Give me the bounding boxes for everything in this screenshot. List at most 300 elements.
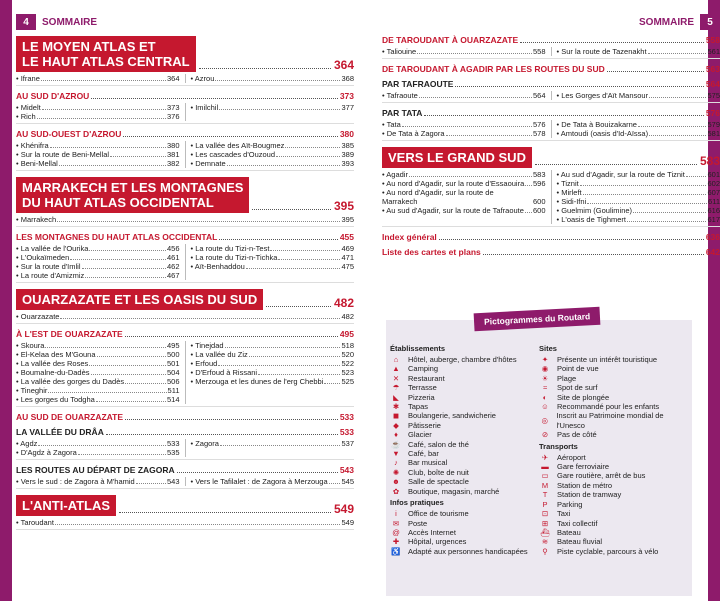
dot-leader	[278, 259, 340, 260]
pictogram-legend-title: Pictogrammes du Routard	[474, 307, 601, 332]
pictogram-item	[539, 547, 688, 556]
entry-page: 462	[166, 262, 180, 271]
entry-page: 600	[532, 206, 546, 215]
region-page-number: 395	[333, 199, 354, 213]
toc-entry[interactable]	[382, 206, 546, 215]
toc-entry[interactable]	[16, 477, 180, 486]
pictogram-column	[390, 342, 539, 556]
pictogram-icon: ⊘	[541, 430, 549, 440]
pictogram-icon: ✈	[541, 452, 549, 462]
entry-page: 601	[707, 170, 720, 179]
entry-name: • Merzouga et les dunes de l'erg Chebbi	[190, 377, 324, 386]
entry-page: 514	[166, 395, 180, 404]
pictogram-icon: ◐	[542, 392, 548, 402]
entry-name: • Au nord d'Agadir, sur la route de Marrakech	[382, 188, 494, 206]
toc-entry[interactable]	[16, 262, 180, 271]
entry-column	[16, 439, 180, 457]
entry-name: • Khénifra	[16, 141, 49, 150]
entry-page: 467	[166, 271, 180, 280]
pictogram-label: Camping	[408, 364, 439, 374]
toc-entry[interactable]	[382, 170, 546, 179]
section-page-number: 543	[339, 465, 354, 475]
pictogram-item	[539, 393, 688, 402]
pictogram-icon: ♦	[394, 430, 398, 440]
entry-name: • Taroudant	[16, 518, 54, 527]
toc-entry[interactable]	[191, 368, 355, 377]
pictogram-item	[390, 421, 539, 430]
pictogram-label: Hôtel, auberge, chambre d'hôtes	[408, 355, 517, 364]
entry-page: 380	[166, 141, 180, 150]
pictogram-icon: ✚	[392, 537, 400, 547]
entry-name: • Sur la route de Beni-Mellal	[16, 150, 110, 159]
toc-entry[interactable]	[16, 312, 354, 321]
section-heading[interactable]	[382, 35, 720, 45]
dot-leader	[59, 165, 166, 166]
dot-leader	[417, 53, 532, 54]
section-title: Index général	[382, 232, 437, 242]
pictogram-item	[539, 402, 688, 411]
dot-leader	[324, 383, 340, 384]
section-page-number: 576	[705, 108, 720, 118]
toc-entry[interactable]	[16, 518, 354, 527]
pictogram-icon: ☀	[541, 373, 549, 383]
toc-entry[interactable]	[557, 129, 720, 138]
toc-entry[interactable]	[16, 448, 180, 457]
pictogram-icon: ✺	[392, 467, 400, 477]
entry-name: • Agadir	[382, 170, 408, 179]
section-title: LA VALLÉE DU DRÂA	[16, 427, 104, 437]
entry-page: 518	[341, 341, 354, 350]
dot-leader	[227, 165, 341, 166]
pictogram-item	[390, 374, 539, 383]
dot-leader	[219, 239, 337, 240]
dot-leader	[220, 445, 341, 446]
section-heading[interactable]	[16, 91, 354, 101]
entry-name: • La route du Tizi-n-Tichka	[190, 253, 278, 262]
dot-leader	[249, 356, 341, 357]
toc-entry[interactable]	[191, 141, 355, 150]
page-header-title: SOMMAIRE	[639, 16, 694, 28]
entry-name: • Sidi-Ifni	[556, 197, 587, 206]
pictogram-label: Parking	[557, 499, 583, 509]
pictogram-item	[390, 364, 539, 373]
section-heading[interactable]	[16, 427, 354, 437]
section-heading[interactable]	[382, 108, 720, 118]
entry-column	[185, 74, 355, 83]
pictogram-item	[539, 411, 688, 430]
toc-entry[interactable]	[16, 215, 354, 224]
dot-leader	[125, 383, 166, 384]
toc-entry[interactable]	[382, 129, 546, 138]
entry-page: 578	[532, 129, 546, 138]
left-page-header	[16, 14, 354, 30]
entry-column	[16, 518, 354, 527]
entry-name: • Mirleft	[556, 188, 582, 197]
toc-entry[interactable]	[557, 188, 720, 197]
dot-leader	[219, 109, 340, 110]
entry-column	[16, 477, 180, 486]
pictogram-label: Inscrit au Patrimoine mondial de l'Unesco	[556, 411, 664, 430]
section-heading[interactable]	[16, 412, 354, 422]
pictogram-label: Taxi	[557, 509, 571, 519]
entry-page: 385	[341, 141, 354, 150]
pictogram-label: Tapas	[408, 402, 429, 412]
dot-leader	[45, 347, 166, 348]
entry-name: • Imilchil	[190, 103, 219, 112]
toc-entry[interactable]	[16, 439, 180, 448]
pictogram-label: Boutique, magasin, marché	[408, 486, 500, 496]
toc-entry[interactable]	[16, 150, 180, 159]
region-heading[interactable]	[16, 177, 354, 213]
toc-entry[interactable]	[191, 477, 355, 486]
toc-entry[interactable]	[16, 350, 180, 359]
region-heading[interactable]	[16, 495, 354, 516]
entry-column	[185, 477, 355, 486]
dot-leader	[85, 277, 166, 278]
pictogram-label: Site de plongée	[557, 392, 610, 402]
toc-entry[interactable]	[557, 197, 720, 206]
section-title: AU SUD D'AZROU	[16, 91, 90, 101]
section-title: AU SUD DE OUARZAZATE	[16, 412, 124, 422]
toc-entry[interactable]	[16, 253, 180, 262]
entry-page: 377	[341, 103, 354, 112]
toc-entry[interactable]	[16, 386, 180, 395]
entry-name: • La vallée des Aït-Bougmez	[190, 141, 285, 150]
toc-entry[interactable]	[16, 341, 180, 350]
dot-leader	[587, 203, 707, 204]
toc-entry[interactable]	[557, 120, 720, 129]
section-page-number: 455	[339, 232, 354, 242]
pictogram-label: Piste cyclable, parcours à vélo	[557, 546, 659, 556]
pictogram-icon: ▲	[392, 364, 400, 374]
pictogram-icon: ▬	[541, 462, 549, 472]
toc-entry[interactable]	[557, 179, 720, 188]
toc-entry[interactable]	[557, 170, 720, 179]
pictogram-label: Café, bar	[408, 449, 439, 459]
entry-page: 522	[341, 359, 354, 368]
entry-page: 533	[166, 439, 180, 448]
entry-page: 504	[166, 368, 180, 377]
entry-name: • Les Gorges d'Aït Mansour	[556, 91, 649, 100]
entry-name: • La vallée de l'Ourika	[16, 244, 89, 253]
toc-entry[interactable]	[16, 368, 180, 377]
pictogram-item	[539, 509, 688, 518]
entry-page: 543	[166, 477, 180, 486]
entry-name: • Sur la route d'Imlil	[16, 262, 81, 271]
toc-entry[interactable]	[382, 120, 546, 129]
entry-page: 545	[341, 477, 354, 486]
section-page-number: 636	[705, 232, 720, 242]
entry-name: • De Tata à Zagora	[382, 129, 445, 138]
pictogram-icon: i	[395, 509, 397, 519]
section-heading[interactable]	[382, 64, 720, 74]
dot-leader	[649, 135, 706, 136]
dot-leader	[106, 434, 338, 435]
pictogram-label: Adapté aux personnes handicapées	[408, 546, 528, 556]
entry-name: • Marrakech	[16, 215, 57, 224]
right-page-header	[382, 14, 720, 30]
section-page-number: 533	[339, 412, 354, 422]
entry-column	[16, 244, 180, 280]
toc-entry[interactable]	[16, 244, 180, 253]
toc-entry[interactable]	[557, 91, 720, 100]
dot-leader	[82, 268, 166, 269]
entry-page: 500	[166, 350, 180, 359]
section-title: DE TAROUDANT À AGADIR PAR LES ROUTES DU SUD	[382, 64, 605, 74]
toc-entry[interactable]	[16, 112, 180, 121]
entry-name: • Guelmim (Goulimine)	[556, 206, 633, 215]
pictogram-label: Présente un intérêt touristique	[557, 355, 658, 364]
dot-leader	[648, 53, 707, 54]
pictogram-label: Plage	[557, 373, 577, 383]
toc-entry[interactable]	[382, 91, 546, 100]
section-title: À L'EST DE OUARZAZATE	[16, 329, 123, 339]
dot-leader	[96, 401, 166, 402]
entry-name: • Rich	[16, 112, 36, 121]
toc-entry[interactable]	[16, 74, 180, 83]
entry-page: 602	[707, 179, 720, 188]
entry-page: 607	[707, 188, 720, 197]
section-title: LES MONTAGNES DU HAUT ATLAS OCCIDENTAL	[16, 232, 218, 242]
dot-leader	[199, 68, 331, 69]
entry-column	[382, 91, 546, 100]
entry-column	[16, 312, 354, 321]
dot-leader	[119, 512, 331, 513]
toc-entry[interactable]	[191, 103, 355, 112]
toc-entry[interactable]	[16, 395, 180, 404]
toc-entry[interactable]	[191, 74, 355, 83]
entry-column	[382, 170, 546, 224]
section-page-number: 563	[705, 64, 720, 74]
entry-name: • Skoura	[16, 341, 45, 350]
toc-entry[interactable]	[557, 47, 720, 56]
pictogram-label: Point de vue	[557, 364, 599, 374]
pictogram-item	[390, 547, 539, 556]
section-page-number: 380	[339, 129, 354, 139]
pictogram-item	[390, 487, 539, 496]
pictogram-icon: ☕	[391, 439, 401, 449]
pictogram-icon: ≋	[541, 537, 549, 547]
dot-leader	[89, 365, 166, 366]
region-title: VERS LE GRAND SUD	[382, 147, 532, 168]
region-heading[interactable]	[16, 289, 354, 310]
toc-entry[interactable]	[16, 271, 180, 280]
page-number: 5	[700, 14, 720, 30]
toc-entry[interactable]	[382, 188, 546, 206]
pictogram-label: Spot de surf	[557, 383, 598, 393]
section-heading[interactable]	[382, 232, 720, 242]
section-page-number: 642	[705, 247, 720, 257]
entry-name: • Amtoudi (oasis d'Id-Aïssa)	[556, 129, 649, 138]
dot-leader	[285, 147, 340, 148]
entry-column	[16, 215, 354, 224]
entry-name: • Au sud d'Agadir, sur la route de Tafraoute	[382, 206, 524, 215]
section-page-number: 533	[339, 427, 354, 437]
pictogram-icon: ⌂	[393, 355, 399, 364]
dot-leader	[520, 42, 704, 43]
dot-leader	[50, 147, 166, 148]
page-header-title: SOMMAIRE	[42, 16, 97, 28]
entry-page: 581	[707, 129, 720, 138]
toc-entry[interactable]	[191, 244, 355, 253]
entry-column	[16, 341, 180, 404]
dot-leader	[42, 109, 166, 110]
entry-page: 617	[707, 215, 720, 224]
entry-list	[16, 74, 354, 86]
pictogram-item	[539, 453, 688, 462]
dot-leader	[225, 347, 341, 348]
toc-entry[interactable]	[382, 47, 546, 56]
pictogram-icon: ☻	[392, 477, 400, 487]
toc-entry[interactable]	[191, 253, 355, 262]
entry-page: 395	[341, 215, 354, 224]
toc-entry[interactable]	[16, 159, 180, 168]
entry-list	[16, 518, 354, 530]
region-title: MARRAKECH ET LES MONTAGNES DU HAUT ATLAS OCCIDENTAL	[16, 177, 249, 213]
entry-name: • Agdz	[16, 439, 38, 448]
pictogram-label: Bateau fluvial	[557, 537, 603, 547]
pictogram-icon: ⊡	[541, 509, 549, 519]
dot-leader	[41, 80, 166, 81]
pictogram-item	[539, 430, 688, 439]
entry-page: 575	[707, 91, 720, 100]
entry-name: • La vallée des Roses	[16, 359, 89, 368]
entry-column	[185, 439, 355, 457]
pictogram-label: Pas de côté	[557, 430, 597, 440]
dot-leader	[483, 254, 704, 255]
dot-leader	[409, 176, 532, 177]
entry-page: 368	[341, 74, 354, 83]
dot-leader	[70, 259, 166, 260]
section-heading[interactable]	[16, 129, 354, 139]
pictogram-item	[390, 537, 539, 546]
region-page-number: 583	[699, 154, 720, 168]
dot-leader	[686, 176, 707, 177]
entry-page: 376	[166, 112, 180, 121]
dot-leader	[627, 221, 706, 222]
entry-name: • El-Kelaa des M'Gouna	[16, 350, 96, 359]
pictogram-icon: ▼	[392, 449, 400, 459]
pictogram-label: Café, salon de thé	[408, 439, 469, 449]
section-page-number: 495	[339, 329, 354, 339]
toc-entry[interactable]	[191, 262, 355, 271]
pictogram-item	[390, 477, 539, 486]
entry-name: • La vallée des gorges du Dadès	[16, 377, 125, 386]
toc-entry[interactable]	[191, 150, 355, 159]
pictogram-item	[390, 458, 539, 467]
entry-page: 373	[166, 103, 180, 112]
pictogram-icon: ✱	[392, 402, 400, 412]
pictogram-icon: T	[542, 490, 548, 500]
toc-entry[interactable]	[191, 439, 355, 448]
entry-page: 564	[532, 91, 546, 100]
dot-leader	[55, 524, 341, 525]
toc-entry[interactable]	[191, 350, 355, 359]
pictogram-icon: ◆	[393, 420, 399, 430]
entry-column	[551, 91, 720, 100]
entry-name: • Sur la route de Tazenakht	[556, 47, 647, 56]
entry-page: 616	[707, 206, 720, 215]
dot-leader	[37, 118, 166, 119]
section-heading[interactable]	[382, 79, 720, 89]
entry-name: • Tafraoute	[382, 91, 418, 100]
pictogram-label: Hôpital, urgences	[408, 537, 467, 547]
entry-column	[185, 103, 355, 121]
entry-name: • Beni-Mellal	[16, 159, 58, 168]
toc-entry[interactable]	[191, 341, 355, 350]
right-toc	[382, 35, 720, 257]
pictogram-item	[390, 430, 539, 439]
toc-entry[interactable]	[191, 359, 355, 368]
toc-entry[interactable]	[16, 103, 180, 112]
pictogram-icon: ◼	[392, 411, 400, 421]
pictogram-item	[539, 374, 688, 383]
dot-leader	[258, 374, 340, 375]
pictogram-item	[539, 462, 688, 471]
section-title: AU SUD-OUEST D'AZROU	[16, 129, 122, 139]
pictogram-item	[390, 440, 539, 449]
dot-leader	[419, 97, 532, 98]
pictogram-item	[390, 393, 539, 402]
region-title: L'ANTI-ATLAS	[16, 495, 116, 516]
pictogram-label: Aéroport	[557, 452, 586, 462]
toc-entry[interactable]	[191, 159, 355, 168]
section-heading[interactable]	[16, 232, 354, 242]
entry-name: • Au nord d'Agadir, sur la route d'Essaouira	[382, 179, 525, 188]
region-heading[interactable]	[382, 147, 720, 168]
entry-column	[16, 141, 180, 168]
section-heading[interactable]	[382, 247, 720, 257]
dot-leader	[649, 97, 706, 98]
toc-entry[interactable]	[382, 179, 546, 188]
entry-page: 583	[532, 170, 546, 179]
pictogram-category: Infos pratiques	[390, 498, 444, 508]
section-heading[interactable]	[16, 465, 354, 475]
pictogram-label: Gare routière, arrêt de bus	[557, 471, 646, 481]
dot-leader	[580, 185, 707, 186]
pictogram-item	[539, 528, 688, 537]
entry-page: 535	[166, 448, 180, 457]
dot-leader	[455, 86, 703, 87]
toc-entry[interactable]	[557, 206, 720, 215]
pictogram-icon: ☺	[541, 402, 549, 412]
toc-entry[interactable]	[191, 377, 355, 386]
section-heading[interactable]	[16, 329, 354, 339]
toc-entry[interactable]	[557, 215, 720, 224]
toc-entry[interactable]	[16, 377, 180, 386]
dot-leader	[446, 135, 532, 136]
dot-leader	[638, 126, 707, 127]
pictogram-item	[539, 490, 688, 499]
pictogram-icon: ⚲	[542, 546, 548, 556]
pictogram-label: Station de métro	[557, 480, 613, 490]
entry-list	[382, 120, 720, 141]
entry-name: • Les gorges du Todgha	[16, 395, 95, 404]
pictogram-icon: ✕	[392, 373, 400, 383]
entry-page: 520	[341, 350, 354, 359]
toc-entry[interactable]	[16, 141, 180, 150]
entry-name: • Midelt	[16, 103, 41, 112]
region-page-number: 549	[333, 502, 354, 516]
dot-leader	[38, 445, 166, 446]
dot-leader	[177, 472, 338, 473]
region-heading[interactable]	[16, 36, 354, 72]
entry-list	[16, 312, 354, 324]
pictogram-label: Recommandé pour les enfants	[557, 402, 660, 412]
entry-page: 549	[341, 518, 354, 527]
pictogram-label: Gare ferroviaire	[557, 462, 610, 472]
toc-entry[interactable]	[16, 359, 180, 368]
